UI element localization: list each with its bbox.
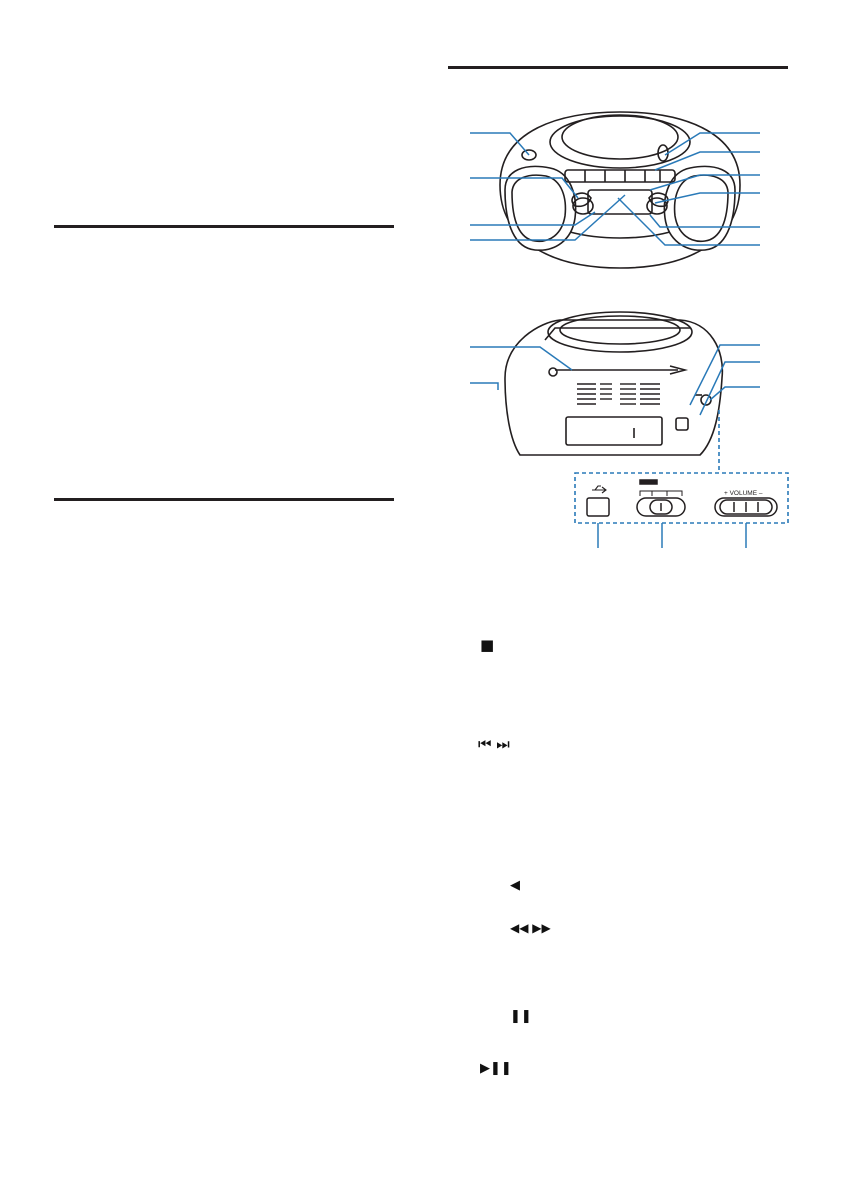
- volume-label: + VOLUME –: [724, 490, 763, 497]
- pause-icon: ❚❚: [510, 1009, 532, 1024]
- skip-icon: ⏮ ⏭: [478, 735, 510, 753]
- stop-icon: ■: [480, 636, 495, 654]
- search-icon: ◀◀ ▶▶: [510, 921, 551, 935]
- play-pause-icon: ▶❚❚: [480, 1061, 512, 1076]
- panel-callout-lines: [598, 523, 746, 548]
- back-view-unit: [505, 312, 722, 455]
- play-icon: ◀: [510, 878, 520, 893]
